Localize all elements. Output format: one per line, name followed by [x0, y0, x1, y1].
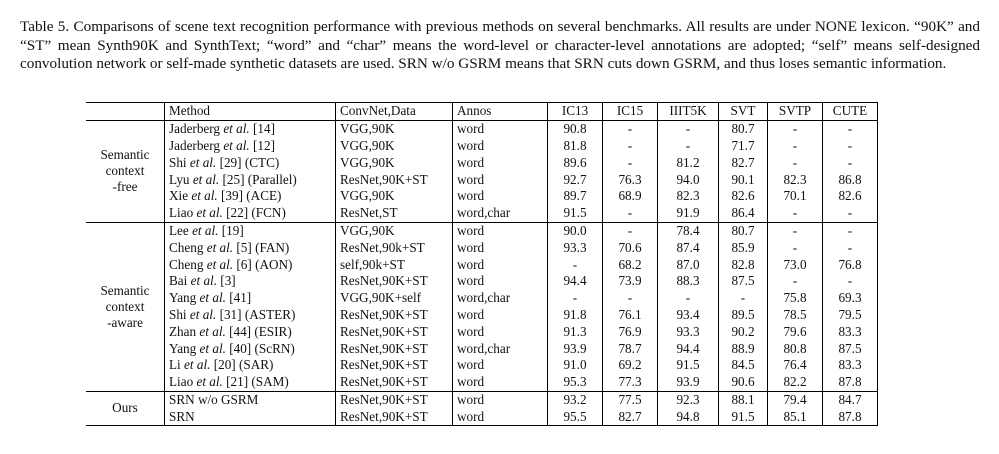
- score-cell: -: [768, 154, 823, 171]
- method-ref: [12]: [249, 137, 275, 153]
- method-author: Shi: [169, 306, 190, 322]
- method-author: Jaderberg: [169, 121, 224, 137]
- annos-cell: word: [453, 357, 548, 374]
- table-row: [86, 290, 878, 307]
- score-cell: 79.6: [768, 323, 823, 340]
- score-cell: -: [603, 120, 658, 137]
- score-cell: 76.3: [603, 171, 658, 188]
- score-cell: 94.4: [658, 340, 719, 357]
- group-label-line: Ours: [112, 400, 138, 416]
- convnet-cell: VGG,90K: [336, 222, 453, 239]
- method-cell: [165, 374, 336, 391]
- method-et-al: et al.: [223, 121, 250, 137]
- method-cell: [165, 154, 336, 171]
- method-author: Yang: [169, 290, 200, 306]
- method-cell: [165, 357, 336, 374]
- method-et-al: et al.: [192, 171, 220, 187]
- table-row: [86, 188, 878, 205]
- score-cell: -: [768, 273, 823, 290]
- score-cell: 93.9: [658, 374, 719, 391]
- method-ref: [14]: [249, 121, 275, 137]
- results-table: [86, 102, 878, 426]
- table-row: [86, 222, 878, 239]
- annos-cell: word: [453, 323, 548, 340]
- score-cell: 77.3: [603, 374, 658, 391]
- method-cell: [165, 120, 336, 137]
- method-et-al: et al.: [189, 306, 217, 322]
- score-cell: 87.5: [823, 340, 878, 357]
- score-cell: 89.7: [548, 188, 603, 205]
- score-cell: 90.2: [719, 323, 768, 340]
- score-cell: 95.3: [548, 374, 603, 391]
- score-cell: 71.7: [719, 138, 768, 155]
- score-cell: 82.6: [823, 188, 878, 205]
- method-ref: SRN w/o GSRM: [169, 391, 259, 407]
- header-group: [86, 103, 165, 121]
- score-cell: -: [603, 222, 658, 239]
- group-label: [86, 120, 165, 222]
- group-label: [86, 222, 165, 391]
- convnet-cell: VGG,90K: [336, 120, 453, 137]
- convnet-cell: VGG,90K: [336, 188, 453, 205]
- score-cell: 90.1: [719, 171, 768, 188]
- score-cell: 95.5: [548, 408, 603, 425]
- score-cell: 86.4: [719, 205, 768, 222]
- score-cell: 82.2: [768, 374, 823, 391]
- score-cell: 76.8: [823, 256, 878, 273]
- table-row: [86, 340, 878, 357]
- header-annos: Annos: [453, 103, 548, 121]
- score-cell: -: [658, 120, 719, 137]
- header-cute: CUTE: [823, 103, 878, 121]
- score-cell: 77.5: [603, 391, 658, 408]
- score-cell: 80.8: [768, 340, 823, 357]
- method-et-al: et al.: [196, 374, 223, 390]
- score-cell: -: [823, 138, 878, 155]
- convnet-cell: ResNet,90K+ST: [336, 357, 453, 374]
- method-cell: [165, 391, 336, 408]
- method-et-al: et al.: [206, 256, 234, 272]
- results-table-body: [86, 120, 878, 425]
- score-cell: 82.3: [768, 171, 823, 188]
- table-header-row: [86, 103, 878, 121]
- score-cell: -: [823, 239, 878, 256]
- score-cell: 91.9: [658, 205, 719, 222]
- convnet-cell: ResNet,90K+ST: [336, 323, 453, 340]
- convnet-cell: ResNet,90K+ST: [336, 374, 453, 391]
- score-cell: 84.7: [823, 391, 878, 408]
- score-cell: 94.4: [548, 273, 603, 290]
- method-author: Bai: [169, 273, 191, 289]
- score-cell: 80.7: [719, 222, 768, 239]
- table-row: [86, 323, 878, 340]
- score-cell: 91.5: [719, 408, 768, 425]
- score-cell: 84.5: [719, 357, 768, 374]
- method-ref: [31] (ASTER): [216, 306, 296, 322]
- table-row: [86, 239, 878, 256]
- score-cell: 73.9: [603, 273, 658, 290]
- annos-cell: word: [453, 374, 548, 391]
- method-cell: [165, 323, 336, 340]
- table-row: [86, 154, 878, 171]
- method-cell: [165, 340, 336, 357]
- method-et-al: et al.: [189, 154, 217, 170]
- method-cell: [165, 205, 336, 222]
- score-cell: 70.6: [603, 239, 658, 256]
- score-cell: 68.9: [603, 188, 658, 205]
- method-cell: [165, 290, 336, 307]
- convnet-cell: ResNet,90K+ST: [336, 340, 453, 357]
- method-et-al: et al.: [191, 188, 218, 204]
- score-cell: -: [768, 138, 823, 155]
- table-row: [86, 391, 878, 408]
- header-ic13: IC13: [548, 103, 603, 121]
- convnet-cell: ResNet,90K+ST: [336, 391, 453, 408]
- score-cell: 80.7: [719, 120, 768, 137]
- score-cell: 83.3: [823, 323, 878, 340]
- table-row: [86, 374, 878, 391]
- annos-cell: word: [453, 256, 548, 273]
- table-caption: [20, 18, 980, 74]
- score-cell: 82.7: [603, 408, 658, 425]
- score-cell: -: [548, 256, 603, 273]
- score-cell: 91.0: [548, 357, 603, 374]
- score-cell: 94.0: [658, 171, 719, 188]
- method-ref: [6] (AON): [233, 256, 293, 272]
- score-cell: 76.1: [603, 307, 658, 324]
- score-cell: 93.3: [658, 323, 719, 340]
- score-cell: 78.4: [658, 222, 719, 239]
- method-ref: [40] (ScRN): [225, 340, 295, 356]
- score-cell: 89.5: [719, 307, 768, 324]
- method-author: Cheng: [169, 256, 207, 272]
- header-svtp: SVTP: [768, 103, 823, 121]
- score-cell: -: [823, 273, 878, 290]
- group-label-line: -aware: [107, 314, 143, 330]
- method-cell: [165, 188, 336, 205]
- method-author: Zhan: [169, 323, 200, 339]
- method-ref: SRN: [169, 408, 195, 424]
- group-label-line: Semantic: [100, 147, 150, 163]
- convnet-cell: VGG,90K: [336, 138, 453, 155]
- score-cell: 79.5: [823, 307, 878, 324]
- score-cell: 73.0: [768, 256, 823, 273]
- method-cell: [165, 307, 336, 324]
- score-cell: -: [548, 290, 603, 307]
- header-method: Method: [165, 103, 336, 121]
- score-cell: -: [603, 138, 658, 155]
- score-cell: 93.3: [548, 239, 603, 256]
- annos-cell: word: [453, 120, 548, 137]
- score-cell: 88.9: [719, 340, 768, 357]
- convnet-cell: ResNet,90K+ST: [336, 171, 453, 188]
- method-author: Liao: [169, 374, 197, 390]
- score-cell: 76.4: [768, 357, 823, 374]
- table-row: [86, 138, 878, 155]
- score-cell: -: [603, 154, 658, 171]
- score-cell: -: [768, 205, 823, 222]
- annos-cell: word: [453, 408, 548, 425]
- method-et-al: et al.: [206, 239, 234, 255]
- table-row: [86, 120, 878, 137]
- method-author: Jaderberg: [169, 137, 224, 153]
- method-cell: [165, 273, 336, 290]
- score-cell: 82.3: [658, 188, 719, 205]
- score-cell: 93.4: [658, 307, 719, 324]
- method-author: Liao: [169, 205, 197, 221]
- score-cell: 92.3: [658, 391, 719, 408]
- score-cell: -: [658, 290, 719, 307]
- method-cell: [165, 138, 336, 155]
- method-et-al: et al.: [199, 340, 226, 356]
- score-cell: 93.2: [548, 391, 603, 408]
- score-cell: 87.8: [823, 374, 878, 391]
- score-cell: 88.1: [719, 391, 768, 408]
- score-cell: 70.1: [768, 188, 823, 205]
- table-row: [86, 408, 878, 425]
- score-cell: 91.5: [548, 205, 603, 222]
- score-cell: 82.7: [719, 154, 768, 171]
- convnet-cell: ResNet,90k+ST: [336, 239, 453, 256]
- score-cell: 91.3: [548, 323, 603, 340]
- score-cell: 75.8: [768, 290, 823, 307]
- score-cell: -: [823, 205, 878, 222]
- score-cell: 68.2: [603, 256, 658, 273]
- method-author: Lee: [169, 222, 193, 238]
- annos-cell: word: [453, 307, 548, 324]
- score-cell: -: [658, 138, 719, 155]
- method-ref: [44] (ESIR): [225, 323, 292, 339]
- score-cell: 85.1: [768, 408, 823, 425]
- method-author: Shi: [169, 154, 190, 170]
- annos-cell: word,char: [453, 205, 548, 222]
- score-cell: 87.4: [658, 239, 719, 256]
- method-cell: [165, 171, 336, 188]
- method-et-al: et al.: [199, 290, 226, 306]
- score-cell: -: [823, 154, 878, 171]
- score-cell: -: [768, 120, 823, 137]
- method-author: Cheng: [169, 239, 207, 255]
- method-ref: [29] (CTC): [216, 154, 280, 170]
- score-cell: -: [719, 290, 768, 307]
- score-cell: 89.6: [548, 154, 603, 171]
- convnet-cell: ResNet,90K+ST: [336, 307, 453, 324]
- score-cell: 69.2: [603, 357, 658, 374]
- convnet-cell: ResNet,90K+ST: [336, 273, 453, 290]
- score-cell: 85.9: [719, 239, 768, 256]
- annos-cell: word: [453, 391, 548, 408]
- score-cell: 69.3: [823, 290, 878, 307]
- table-row: [86, 273, 878, 290]
- convnet-cell: self,90k+ST: [336, 256, 453, 273]
- annos-cell: word: [453, 188, 548, 205]
- method-cell: [165, 239, 336, 256]
- annos-cell: word: [453, 273, 548, 290]
- method-et-al: et al.: [192, 222, 219, 238]
- header-iiit5k: IIIT5K: [658, 103, 719, 121]
- score-cell: 90.8: [548, 120, 603, 137]
- header-convnet: ConvNet,Data: [336, 103, 453, 121]
- method-et-al: et al.: [190, 273, 217, 289]
- score-cell: 86.8: [823, 171, 878, 188]
- method-ref: [41]: [225, 290, 252, 306]
- annos-cell: word: [453, 222, 548, 239]
- method-cell: [165, 408, 336, 425]
- method-ref: [25] (Parallel): [219, 171, 297, 187]
- method-et-al: et al.: [184, 357, 211, 373]
- method-ref: [21] (SAM): [222, 374, 289, 390]
- score-cell: 94.8: [658, 408, 719, 425]
- method-ref: [20] (SAR): [210, 357, 274, 373]
- group-label-line: context: [105, 163, 145, 179]
- group-label-line: context: [105, 298, 145, 314]
- group-label-line: -free: [112, 179, 138, 195]
- score-cell: 88.3: [658, 273, 719, 290]
- caption-text: Comparisons of scene text recognition performance with previous methods on several benchmarks. All results are under NONE lexicon. “90K” and “ST” mean Synth90K and SynthText; “word” and “char” means the word-level or character-level annotations are adopted; “self” means self-designed convolution network or self-made synthetic datasets are used. SRN w/o GSRM means that SRN cuts down GSRM, and thus loses semantic information.: [20, 18, 980, 73]
- score-cell: -: [823, 120, 878, 137]
- method-ref: [19]: [218, 222, 244, 238]
- annos-cell: word: [453, 154, 548, 171]
- convnet-cell: ResNet,ST: [336, 205, 453, 222]
- convnet-cell: VGG,90K: [336, 154, 453, 171]
- convnet-cell: VGG,90K+self: [336, 290, 453, 307]
- score-cell: 92.7: [548, 171, 603, 188]
- score-cell: 90.0: [548, 222, 603, 239]
- score-cell: 79.4: [768, 391, 823, 408]
- table-row: [86, 205, 878, 222]
- annos-cell: word: [453, 239, 548, 256]
- score-cell: 93.9: [548, 340, 603, 357]
- score-cell: -: [603, 205, 658, 222]
- score-cell: -: [768, 239, 823, 256]
- score-cell: 87.0: [658, 256, 719, 273]
- annos-cell: word: [453, 171, 548, 188]
- method-et-al: et al.: [199, 323, 226, 339]
- annos-cell: word,char: [453, 290, 548, 307]
- score-cell: 78.5: [768, 307, 823, 324]
- score-cell: -: [768, 222, 823, 239]
- method-et-al: et al.: [196, 205, 223, 221]
- score-cell: 83.3: [823, 357, 878, 374]
- method-ref: [22] (FCN): [222, 205, 286, 221]
- convnet-cell: ResNet,90K+ST: [336, 408, 453, 425]
- score-cell: 81.2: [658, 154, 719, 171]
- group-label: [86, 391, 165, 426]
- score-cell: 78.7: [603, 340, 658, 357]
- score-cell: 91.8: [548, 307, 603, 324]
- method-author: Li: [169, 357, 185, 373]
- score-cell: -: [823, 222, 878, 239]
- method-cell: [165, 256, 336, 273]
- method-et-al: et al.: [223, 137, 250, 153]
- score-cell: 87.5: [719, 273, 768, 290]
- table-row: [86, 307, 878, 324]
- table-row: [86, 357, 878, 374]
- method-cell: [165, 222, 336, 239]
- group-label-line: Semantic: [100, 282, 150, 298]
- score-cell: 91.5: [658, 357, 719, 374]
- score-cell: 76.9: [603, 323, 658, 340]
- score-cell: 87.8: [823, 408, 878, 425]
- caption-label: Table 5.: [20, 18, 70, 35]
- header-svt: SVT: [719, 103, 768, 121]
- score-cell: -: [603, 290, 658, 307]
- method-author: Lyu: [169, 171, 193, 187]
- method-author: Yang: [169, 340, 200, 356]
- table-row: [86, 171, 878, 188]
- header-ic15: IC15: [603, 103, 658, 121]
- method-author: Xie: [169, 188, 192, 204]
- score-cell: 82.6: [719, 188, 768, 205]
- score-cell: 90.6: [719, 374, 768, 391]
- table-row: [86, 256, 878, 273]
- annos-cell: word,char: [453, 340, 548, 357]
- method-ref: [5] (FAN): [233, 239, 290, 255]
- method-ref: [39] (ACE): [217, 188, 282, 204]
- score-cell: 82.8: [719, 256, 768, 273]
- annos-cell: word: [453, 138, 548, 155]
- score-cell: 81.8: [548, 138, 603, 155]
- method-ref: [3]: [217, 273, 236, 289]
